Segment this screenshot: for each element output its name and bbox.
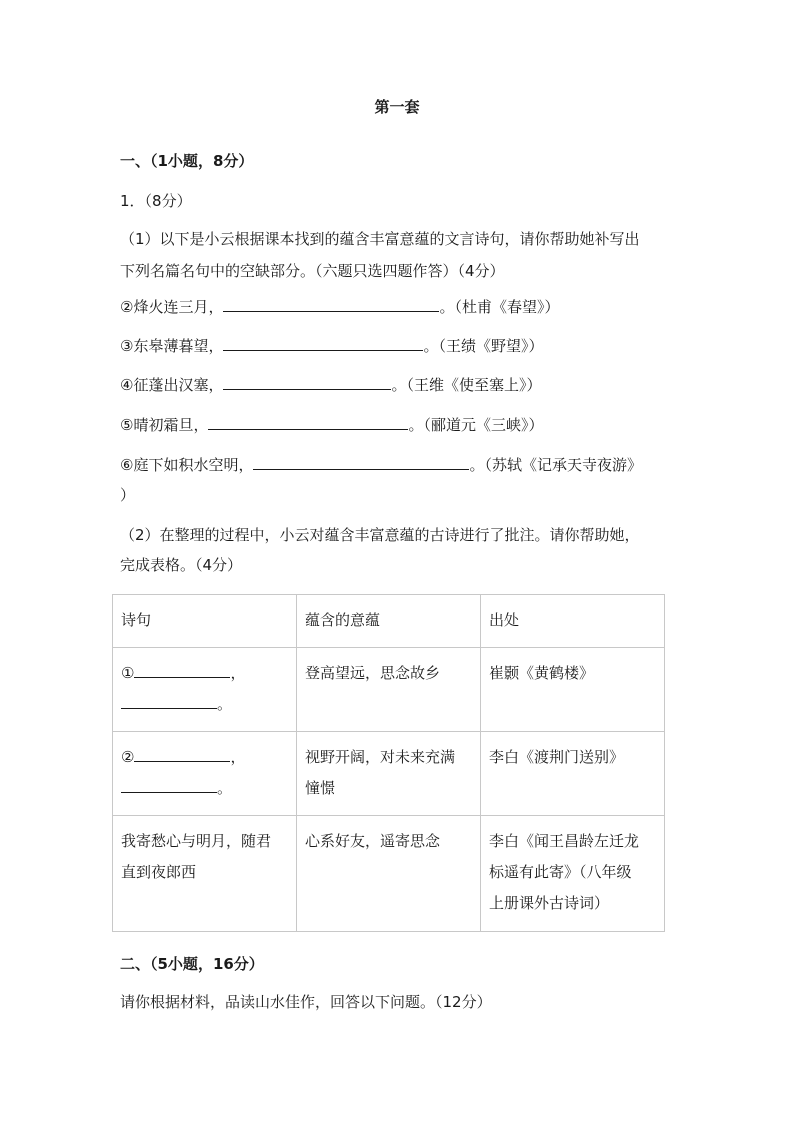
poem-line: 直到夜郎西 <box>121 863 197 881</box>
poem-end: 。 <box>217 695 233 713</box>
answer-blank[interactable] <box>121 696 217 709</box>
fill-item-4 <box>120 376 541 394</box>
meaning-cell <box>297 648 481 732</box>
section-2-heading: 二、（5小题，16分） <box>120 955 264 973</box>
table-row <box>113 732 665 816</box>
header-cell-poem: 诗句 <box>113 595 297 648</box>
question-1-number: 1．（8分） <box>120 192 192 210</box>
fill-item-suffix: 。（杜甫《春望》） <box>439 298 560 316</box>
source-cell <box>481 732 665 816</box>
part-1-instruction-line-1: （1）以下是小云根据课本找到的蕴含丰富意蕴的文言诗句，请你帮助她补写出 <box>120 230 640 248</box>
annotation-table <box>112 594 665 932</box>
table-row <box>113 816 665 932</box>
source-line: 崔颢《黄鹤楼》 <box>489 664 595 682</box>
fill-item-suffix: 。（郦道元《三峡》） <box>408 416 544 434</box>
meaning-cell <box>297 732 481 816</box>
header-cell-meaning: 蕴含的意蕴 <box>297 595 481 648</box>
poem-cell <box>113 732 297 816</box>
part-1-instruction-line-2: 下列名篇名句中的空缺部分。（六题只选四题作答）（4分） <box>120 262 505 280</box>
fill-item-6 <box>120 456 642 474</box>
poem-cell <box>113 648 297 732</box>
source-line: 李白《闻王昌龄左迁龙 <box>489 832 640 850</box>
answer-blank[interactable] <box>223 338 423 351</box>
part-2-instruction-line-1: （2）在整理的过程中，小云对蕴含丰富意蕴的古诗进行了批注。请你帮助她， <box>120 526 640 544</box>
poem-separator: ， <box>230 748 246 766</box>
poem-line: 我寄愁心与明月，随君 <box>121 832 272 850</box>
fill-item-2 <box>120 298 559 316</box>
poem-prefix: ① <box>121 664 135 682</box>
fill-item-suffix: 。（王绩《野望》） <box>423 337 544 355</box>
meaning-cell <box>297 816 481 932</box>
section-1-heading: 一、（1小题，8分） <box>120 152 254 170</box>
poem-line <box>121 742 289 773</box>
answer-blank[interactable] <box>134 665 230 678</box>
page-title: 第一套 <box>374 98 420 116</box>
source-line: 李白《渡荆门送别》 <box>489 748 625 766</box>
meaning-line: 视野开阔，对未来充满 <box>305 748 456 766</box>
fill-item-5 <box>120 416 543 434</box>
fill-item-prefix: ③东皋薄暮望， <box>120 337 224 355</box>
poem-line <box>121 773 289 804</box>
table-row <box>113 648 665 732</box>
fill-item-prefix: ⑥庭下如积水空明， <box>120 456 254 474</box>
table-header-row <box>113 595 665 648</box>
poem-line <box>121 658 289 689</box>
source-line: 上册课外古诗词） <box>489 894 610 912</box>
meaning-line: 登高望远，思念故乡 <box>305 664 441 682</box>
source-line: 标遥有此寄》（八年级 <box>489 863 632 881</box>
fill-item-suffix: 。（王维《使至塞上》） <box>391 376 542 394</box>
poem-line <box>121 689 289 720</box>
answer-blank[interactable] <box>134 749 230 762</box>
meaning-line: 心系好友，遥寄思念 <box>305 832 441 850</box>
section-2-intro: 请你根据材料，品读山水佳作，回答以下问题。（12分） <box>120 993 492 1011</box>
fill-item-3 <box>120 337 543 355</box>
meaning-line: 憧憬 <box>305 779 336 797</box>
poem-prefix: ② <box>121 748 135 766</box>
fill-item-prefix: ⑤晴初霜旦， <box>120 416 209 434</box>
source-cell <box>481 648 665 732</box>
source-cell <box>481 816 665 932</box>
answer-blank[interactable] <box>223 377 391 390</box>
fill-item-prefix: ④征蓬出汉塞， <box>120 376 224 394</box>
fill-item-6-wrap: ） <box>120 486 136 504</box>
answer-blank[interactable] <box>253 457 469 470</box>
header-cell-source: 出处 <box>481 595 665 648</box>
part-2-instruction-line-2: 完成表格。（4分） <box>120 556 243 574</box>
fill-item-prefix: ②烽火连三月， <box>120 298 224 316</box>
poem-cell <box>113 816 297 932</box>
answer-blank[interactable] <box>208 417 408 430</box>
poem-end: 。 <box>217 779 233 797</box>
answer-blank[interactable] <box>223 299 439 312</box>
answer-blank[interactable] <box>121 780 217 793</box>
fill-item-suffix: 。（苏轼《记承天寺夜游》 <box>469 456 642 474</box>
poem-separator: ， <box>230 664 246 682</box>
